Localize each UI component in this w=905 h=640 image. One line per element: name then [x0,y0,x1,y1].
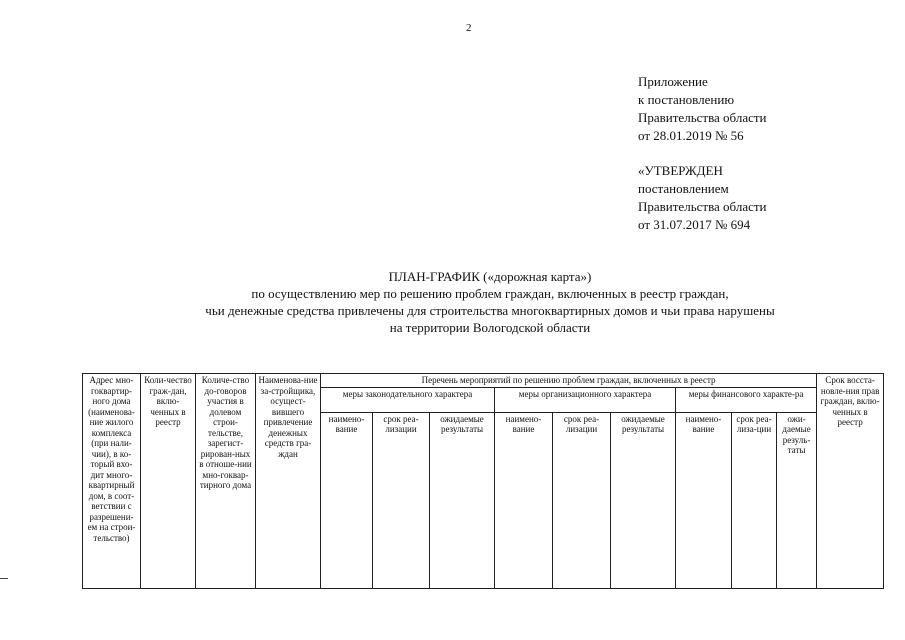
header-legislative-measures: меры законодательного характера [321,387,495,412]
subheader-organizational-name: наимено-вание [495,412,553,589]
header-measures-list: Перечень мероприятий по решению проблем граждан, включенных в реестр [321,374,817,388]
attachment-block [638,73,767,145]
subheader-organizational-result: ожидаемые результаты [611,412,676,589]
approval-line: Правительства области [638,199,767,214]
title-line: ПЛАН-ГРАФИК («дорожная карта») [388,269,592,284]
plan-table [82,373,884,589]
subheader-organizational-term: срок реа-лизации [553,412,611,589]
approval-line: от 31.07.2017 № 694 [638,217,751,232]
header-contracts-count: Количе-ство до-говоров участия в долевом строи-тельстве, зарегист-рирован-ных в отноше-нии мно-гоквар-тирного дома [196,374,256,589]
subheader-legislative-term: срок реа-лизации [373,412,430,589]
title-line: чьи денежные средства привлечены для строительства многоквартирных домов и чьи права нарушены [205,303,775,318]
title-line: на территории Вологодской области [389,320,591,335]
margin-tick [0,578,8,579]
header-financial-measures: меры финансового характе-ра [676,387,817,412]
subheader-financial-result: ожи-даемые резуль-таты [777,412,817,589]
header-developer: Наименова-ние за-стройщика, осущест-вившего привлечение денежных средств гра-ждан [256,374,321,589]
subheader-legislative-result: ожидаемые результаты [430,412,495,589]
approval-line: постановлением [638,181,729,196]
subheader-financial-term: срок реа-лиза-ции [732,412,777,589]
header-address: Адрес мно-гоквартир-ного дома (наименова-ние жилого комплекса (при нали-чии), в ко-торый вхо-дит много-квартирный дом, в соот-ветствии с разрешени-ем на строи-тельство) [83,374,141,589]
page-number: 2 [466,22,472,34]
header-citizens-count: Коли-чество граж-дан, вклю-ченных в реестр [141,374,196,589]
attachment-line: от 28.01.2019 № 56 [638,128,744,143]
attachment-line: Приложение [638,74,708,89]
header-rights-restoration-deadline: Срок восста-новле-ния прав граждан, вклю-ченных в реестр [817,374,884,589]
header-organizational-measures: меры организационного характера [495,387,676,412]
approval-line: «УТВЕРЖДЕН [638,163,723,178]
document-title [140,268,840,336]
title-line: по осуществлению мер по решению проблем граждан, включенных в реестр граждан, [251,286,729,301]
subheader-financial-name: наимено-вание [676,412,732,589]
subheader-legislative-name: наимено-вание [321,412,373,589]
approval-block [638,162,767,234]
attachment-line: к постановлению [638,92,735,107]
attachment-line: Правительства области [638,110,767,125]
